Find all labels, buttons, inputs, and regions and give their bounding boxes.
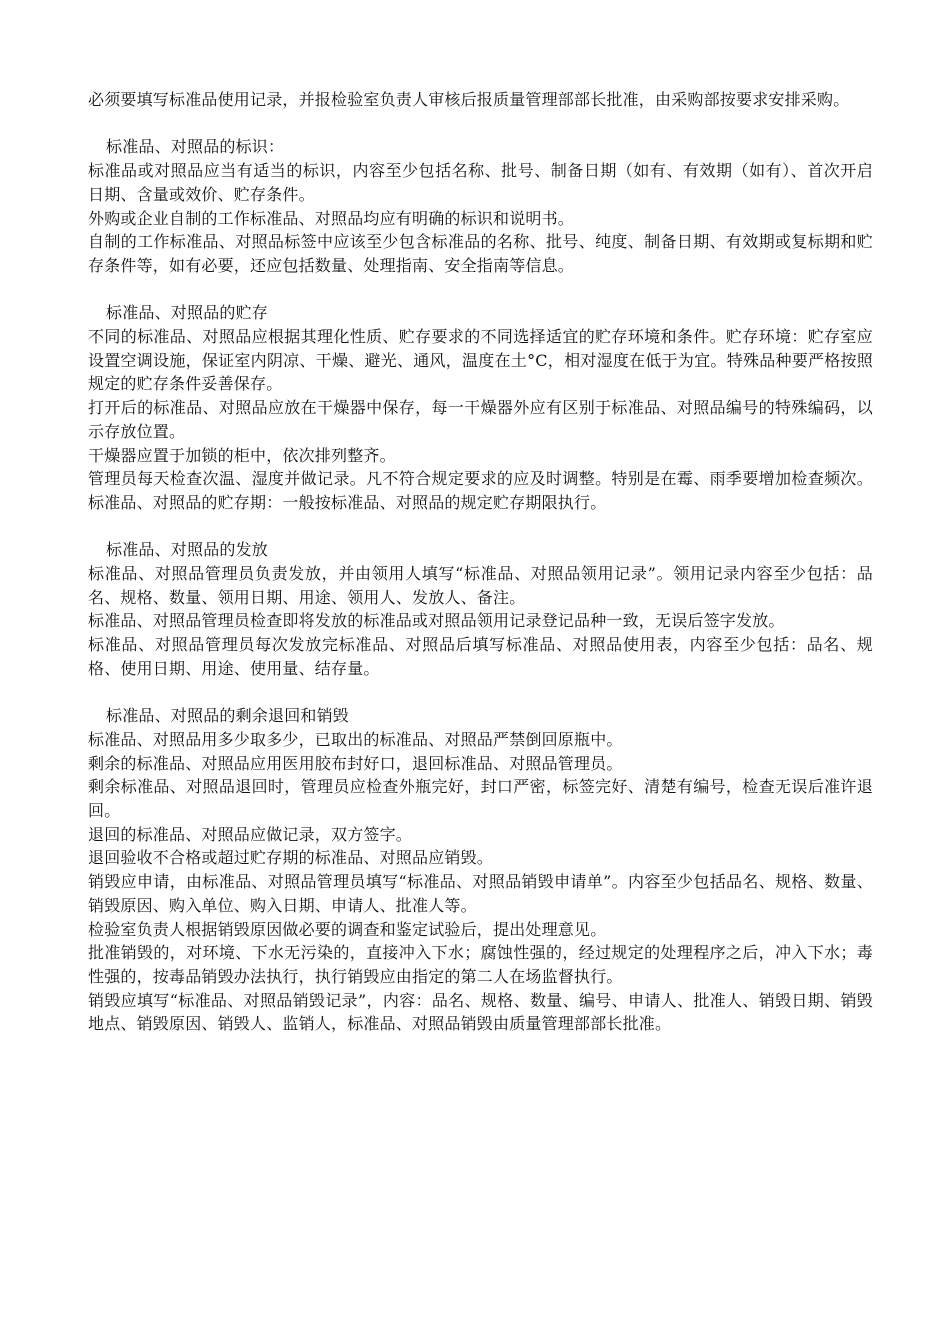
section-heading: 标准品、对照品的剩余退回和销毁	[106, 706, 350, 726]
paragraph: 检验室负责人根据销毁原因做必要的调查和鉴定试验后，提出处理意见。	[88, 919, 607, 939]
spacer	[88, 681, 873, 705]
paragraph: 打开后的标准品、对照品应放在干燥器中保存，每一干燥器外应有区别于标准品、对照品编号的特殊编码，以示存放位置。	[88, 398, 873, 441]
section-heading: 标准品、对照品的标识：	[106, 137, 285, 157]
paragraph: 干燥器应置于加锁的柜中，依次排列整齐。	[88, 445, 396, 465]
paragraph: 标准品或对照品应当有适当的标识，内容至少包括名称、批号、制备日期（如有、有效期（如有）、首次开启日期、含量或效价、贮存条件。	[88, 161, 873, 204]
paragraph: 批准销毁的，对环境、下水无污染的，直接冲入下水；腐蚀性强的，经过规定的处理程序之后，冲入下水；毒性强的，按毒品销毁办法执行，执行销毁应由指定的第二人在场监督执行。	[88, 943, 873, 986]
paragraph: 标准品、对照品管理员检查即将发放的标准品或对照品领用记录登记品种一致，无误后签字发放。	[88, 611, 785, 631]
paragraph: 标准品、对照品管理员负责发放，并由领用人填写“标准品、对照品领用记录”。领用记录内容至少包括：品名、规格、数量、领用日期、用途、领用人、发放人、备注。	[88, 564, 873, 607]
paragraph: 销毁应填写“标准品、对照品销毁记录”，内容：品名、规格、数量、编号、申请人、批准人、销毁日期、销毁地点、销毁原因、销毁人、监销人，标准品、对照品销毁由质量管理部部长批准。	[88, 990, 873, 1034]
paragraph: 标准品、对照品管理员每次发放完标准品、对照品后填写标准品、对照品使用表，内容至少包括：品名、规格、使用日期、用途、使用量、结存量。	[88, 635, 873, 678]
intro-paragraph: 必须要填写标准品使用记录，并报检验室负责人审核后报质量管理部部长批准，由采购部按要求安排采购。	[88, 90, 850, 109]
spacer	[88, 515, 873, 539]
paragraph: 自制的工作标准品、对照品标签中应该至少包含标准品的名称、批号、纯度、制备日期、有效期或复标期和贮存条件等，如有必要，还应包括数量、处理指南、安全指南等信息。	[88, 232, 873, 275]
paragraph: 剩余标准品、对照品退回时，管理员应检查外瓶完好，封口严密，标签完好、清楚有编号，检查无误后准许退回。	[88, 777, 873, 821]
section-return-and-destruction	[88, 704, 873, 1036]
spacer	[88, 278, 873, 302]
section-heading: 标准品、对照品的贮存	[106, 303, 269, 323]
paragraph: 外购或企业自制的工作标准品、对照品均应有明确的标识和说明书。	[88, 208, 575, 228]
paragraph: 不同的标准品、对照品应根据其理化性质、贮存要求的不同选择适宜的贮存环境和条件。贮存环境：贮存室应设置空调设施，保证室内阴凉、干燥、避光、通风，温度在土°C，相对湿度在低于为宜。特殊品种要严格按照规定的贮存条件妥善保存。	[88, 327, 873, 394]
paragraph: 剩余的标准品、对照品应用医用胶布封好口，退回标准品、对照品管理员。	[88, 753, 623, 773]
paragraph: 销毁应申请，由标准品、对照品管理员填写“标准品、对照品销毁申请单”。内容至少包括品名、规格、数量、销毁原因、购入单位、购入日期、申请人、批准人等。	[88, 872, 873, 915]
paragraph: 退回验收不合格或超过贮存期的标准品、对照品应销毁。	[88, 848, 494, 868]
paragraph: 退回的标准品、对照品应做记录，双方签字。	[88, 824, 413, 844]
spacer	[88, 112, 873, 136]
section-distribution	[88, 538, 873, 680]
document-page	[88, 88, 873, 1036]
paragraph: 标准品、对照品用多少取多少，已取出的标准品、对照品严禁倒回原瓶中。	[88, 729, 623, 749]
section-storage	[88, 301, 873, 514]
paragraph: 管理员每天检查次温、湿度并做记录。凡不符合规定要求的应及时调整。特别是在霉、雨季要增加检查频次。标准品、对照品的贮存期：一般按标准品、对照品的规定贮存期限执行。	[88, 469, 873, 512]
section-identification	[88, 135, 873, 277]
section-heading: 标准品、对照品的发放	[106, 540, 269, 560]
